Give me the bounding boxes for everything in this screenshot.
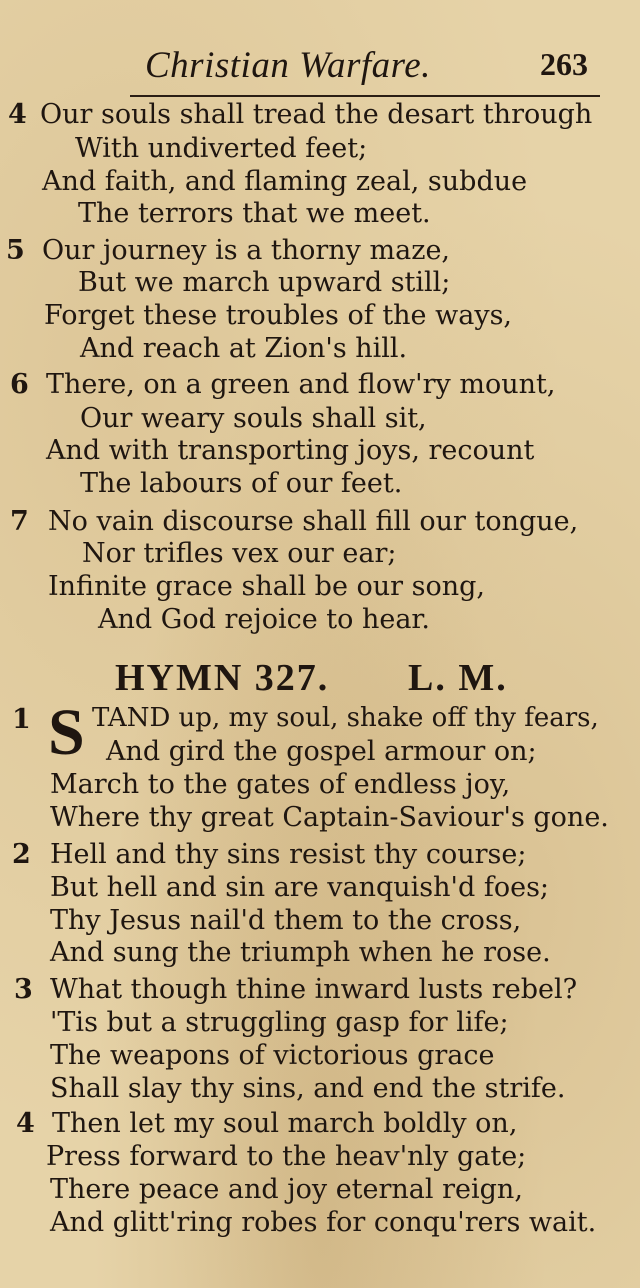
- header-rule: [130, 95, 600, 97]
- verse-line: Press forward to the heav'nly gate;: [46, 1141, 527, 1172]
- stanza-number: 7: [10, 506, 29, 537]
- drop-cap: S: [48, 696, 85, 769]
- verse-line: But hell and sin are vanquish'd foes;: [50, 872, 550, 903]
- verse-line: And glitt'ring robes for conqu'rers wait.: [50, 1207, 597, 1238]
- stanza-number: 2: [12, 839, 31, 870]
- verse-line: Our souls shall tread the desart through: [40, 99, 593, 130]
- running-title: Christian Warfare.: [145, 45, 431, 86]
- verse-line: Shall slay thy sins, and end the strife.: [50, 1073, 566, 1104]
- verse-line: TAND up, my soul, shake off thy fears,: [92, 703, 599, 733]
- verse-line: 'Tis but a struggling gasp for life;: [50, 1007, 509, 1038]
- verse-line: And faith, and flaming zeal, subdue: [42, 166, 528, 197]
- verse-line: Our journey is a thorny maze,: [42, 235, 451, 266]
- hymn-title: HYMN 327.: [115, 657, 330, 699]
- verse-line: What though thine inward lusts rebel?: [50, 974, 578, 1005]
- page-header: [0, 40, 640, 90]
- stanza-number: 4: [16, 1108, 35, 1139]
- verse-line: Our weary souls shall sit,: [80, 403, 427, 434]
- verse-line: And sung the triumph when he rose.: [50, 937, 551, 968]
- verse-line: Nor trifles vex our ear;: [82, 538, 397, 569]
- verse-line: There peace and joy eternal reign,: [50, 1174, 523, 1205]
- verse-line: And with transporting joys, recount: [46, 435, 535, 466]
- verse-line: The weapons of victorious grace: [50, 1040, 495, 1071]
- verse-line: March to the gates of endless joy,: [50, 769, 511, 800]
- hymn-meter: L. M.: [408, 657, 508, 699]
- verse-line: Hell and thy sins resist thy course;: [50, 839, 527, 870]
- stanza-number: 1: [12, 704, 31, 735]
- verse-line: Where thy great Captain-Saviour's gone.: [50, 802, 609, 833]
- stanza-number: 3: [14, 974, 33, 1005]
- verse-line: With undiverted feet;: [75, 133, 368, 164]
- verse-line: The terrors that we meet.: [78, 198, 431, 229]
- stanza-number: 6: [10, 369, 29, 400]
- stanza-number: 4: [8, 99, 27, 130]
- verse-line: The labours of our feet.: [80, 468, 403, 499]
- page-number: 263: [540, 46, 588, 82]
- verse-line: And gird the gospel armour on;: [106, 736, 537, 767]
- verse-line: There, on a green and flow'ry mount,: [46, 369, 556, 400]
- stanza-number: 5: [6, 235, 25, 266]
- verse-line: Thy Jesus nail'd them to the cross,: [50, 905, 522, 936]
- verse-line: But we march upward still;: [78, 267, 451, 298]
- verse-line: Forget these troubles of the ways,: [44, 300, 513, 331]
- verse-line: And God rejoice to hear.: [98, 604, 430, 635]
- verse-line: Infinite grace shall be our song,: [48, 571, 486, 602]
- verse-line: And reach at Zion's hill.: [80, 333, 408, 364]
- verse-line: No vain discourse shall fill our tongue,: [48, 506, 579, 537]
- verse-line: Then let my soul march boldly on,: [52, 1108, 518, 1139]
